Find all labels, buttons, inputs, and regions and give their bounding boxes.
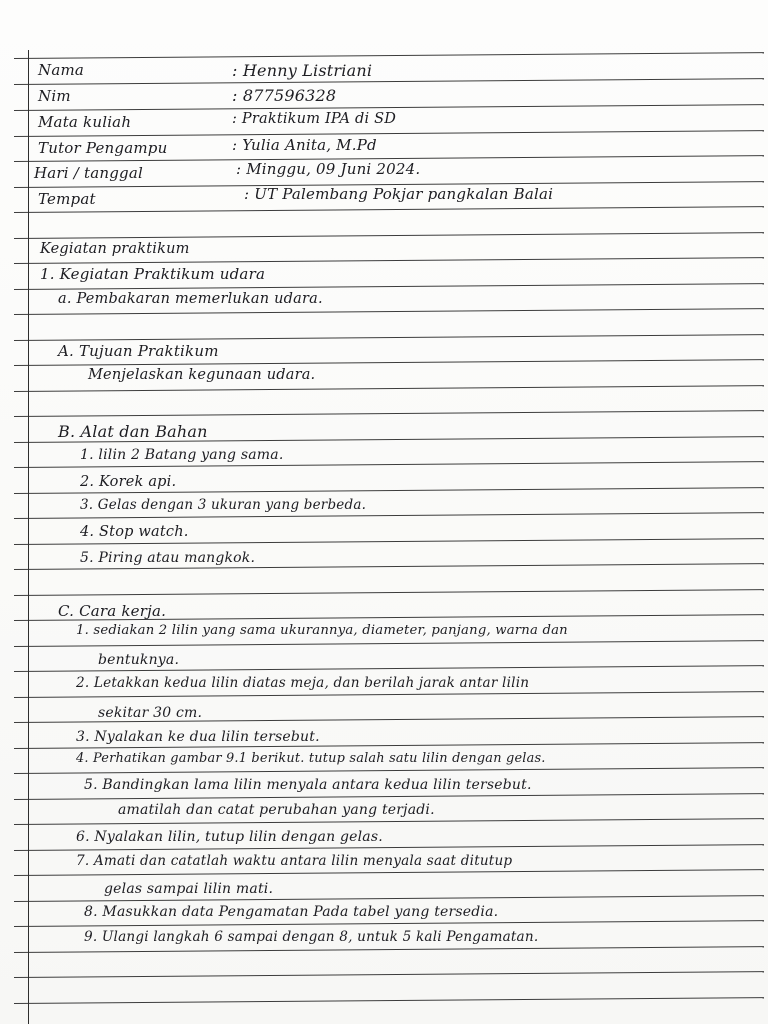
cara-line: bentuknya. (98, 652, 180, 668)
tujuan-title: A. Tujuan Praktikum (58, 342, 219, 360)
cara-line: 3. Nyalakan ke dua lilin tersebut. (76, 729, 320, 745)
cara-line: 5. Bandingkan lama lilin menyala antara kedua lilin tersebut. (84, 777, 532, 793)
tujuan-text: Menjelaskan kegunaan udara. (88, 367, 316, 383)
matkul-label: Mata kuliah (38, 113, 132, 131)
activity-heading: Kegiatan praktikum (40, 241, 190, 257)
nim-value: : 877596328 (232, 86, 337, 105)
alat-title: B. Alat dan Bahan (58, 422, 208, 441)
nama-label: Nama (38, 61, 85, 79)
tempat-value: : UT Palembang Pokjar pangkalan Balai (244, 185, 554, 203)
alat-item: 3. Gelas dengan 3 ukuran yang berbeda. (80, 497, 367, 513)
tutor-label: Tutor Pengampu (38, 139, 168, 157)
tempat-label: Tempat (38, 190, 96, 208)
cara-line: 2. Letakkan kedua lilin diatas meja, dan berilah jarak antar lilin (76, 675, 530, 691)
cara-line: 8. Masukkan data Pengamatan Pada tabel yang tersedia. (84, 904, 499, 920)
cara-line: 4. Perhatikan gambar 9.1 berikut. tutup salah satu lilin dengan gelas. (76, 751, 546, 766)
section-1-title: 1. Kegiatan Praktikum udara (40, 265, 266, 283)
alat-item: 2. Korek api. (80, 474, 177, 490)
cara-line: amatilah dan catat perubahan yang terjadi. (118, 802, 435, 818)
cara-line: sekitar 30 cm. (98, 705, 203, 721)
hari-value: : Minggu, 09 Juni 2024. (236, 160, 421, 178)
cara-line: 7. Amati dan catatlah waktu antara lilin menyala saat ditutup (76, 853, 513, 869)
alat-item: 1. lilin 2 Batang yang sama. (80, 447, 284, 463)
cara-line: 9. Ulangi langkah 6 sampai dengan 8, untuk 5 kali Pengamatan. (84, 929, 539, 945)
alat-item: 5. Piring atau mangkok. (80, 550, 256, 566)
tutor-value: : Yulia Anita, M.Pd (232, 136, 377, 154)
sub-a-title: a. Pembakaran memerlukan udara. (58, 291, 323, 307)
nim-label: Nim (38, 87, 71, 105)
hari-label: Hari / tanggal (34, 164, 143, 182)
cara-line: 6. Nyalakan lilin, tutup lilin dengan gelas. (76, 829, 383, 845)
matkul-value: : Praktikum IPA di SD (232, 111, 397, 127)
alat-item: 4. Stop watch. (80, 524, 189, 540)
nama-value: : Henny Listriani (232, 61, 373, 80)
cara-line: gelas sampai lilin mati. (104, 881, 274, 897)
cara-title: C. Cara kerja. (58, 602, 167, 620)
cara-line: 1. sediakan 2 lilin yang sama ukurannya, diameter, panjang, warna dan (76, 623, 568, 638)
